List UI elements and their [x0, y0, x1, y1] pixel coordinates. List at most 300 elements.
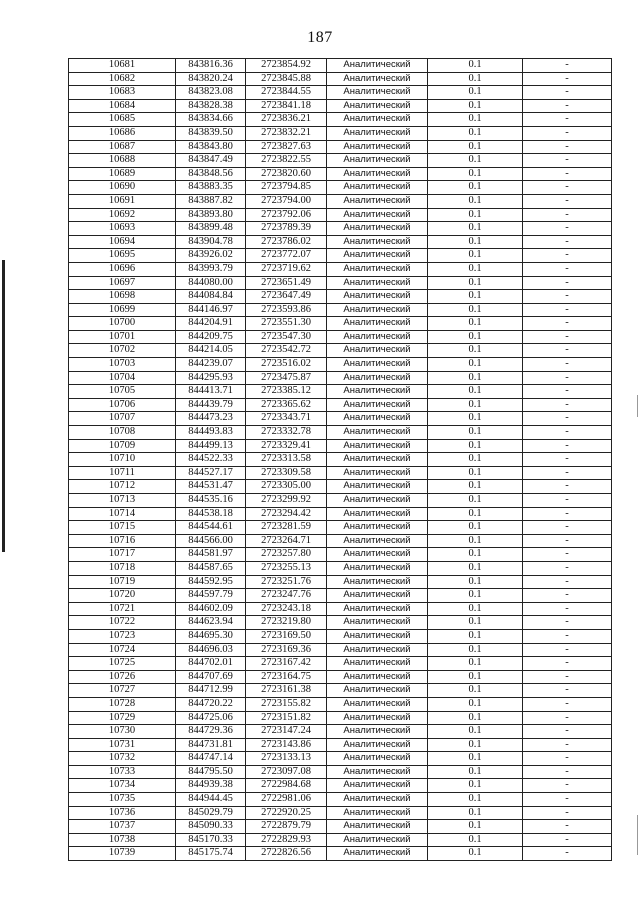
table-row [69, 181, 612, 195]
y-coordinate-cell: 2723836.21 [246, 113, 327, 127]
description-cell: - [523, 507, 612, 521]
description-cell: - [523, 249, 612, 263]
method-cell: Аналитический [327, 833, 428, 847]
method-cell: Аналитический [327, 113, 428, 127]
description-cell: - [523, 262, 612, 276]
x-coordinate-cell: 844795.50 [176, 765, 246, 779]
table-row [69, 738, 612, 752]
description-cell: - [523, 697, 612, 711]
description-cell: - [523, 738, 612, 752]
description-cell: - [523, 344, 612, 358]
accuracy-cell: 0.1 [428, 453, 523, 467]
table-row [69, 330, 612, 344]
x-coordinate-cell: 844538.18 [176, 507, 246, 521]
accuracy-cell: 0.1 [428, 181, 523, 195]
y-coordinate-cell: 2723219.80 [246, 616, 327, 630]
x-coordinate-cell: 843904.78 [176, 235, 246, 249]
y-coordinate-cell: 2723365.62 [246, 398, 327, 412]
description-cell: - [523, 154, 612, 168]
x-coordinate-cell: 844499.13 [176, 439, 246, 453]
point-number-cell: 10737 [69, 820, 176, 834]
description-cell: - [523, 276, 612, 290]
description-cell: - [523, 806, 612, 820]
x-coordinate-cell: 844239.07 [176, 358, 246, 372]
y-coordinate-cell: 2723343.71 [246, 412, 327, 426]
description-cell: - [523, 398, 612, 412]
x-coordinate-cell: 844939.38 [176, 779, 246, 793]
point-number-cell: 10705 [69, 385, 176, 399]
description-cell: - [523, 194, 612, 208]
point-number-cell: 10703 [69, 358, 176, 372]
description-cell: - [523, 167, 612, 181]
y-coordinate-cell: 2723844.55 [246, 86, 327, 100]
method-cell: Аналитический [327, 507, 428, 521]
table-row [69, 453, 612, 467]
point-number-cell: 10731 [69, 738, 176, 752]
method-cell: Аналитический [327, 290, 428, 304]
description-cell: - [523, 99, 612, 113]
accuracy-cell: 0.1 [428, 616, 523, 630]
y-coordinate-cell: 2723794.00 [246, 194, 327, 208]
point-number-cell: 10716 [69, 534, 176, 548]
accuracy-cell: 0.1 [428, 317, 523, 331]
point-number-cell: 10733 [69, 765, 176, 779]
x-coordinate-cell: 844527.17 [176, 466, 246, 480]
table-row [69, 167, 612, 181]
accuracy-cell: 0.1 [428, 126, 523, 140]
description-cell: - [523, 412, 612, 426]
method-cell: Аналитический [327, 59, 428, 73]
point-number-cell: 10726 [69, 670, 176, 684]
point-number-cell: 10702 [69, 344, 176, 358]
description-cell: - [523, 208, 612, 222]
y-coordinate-cell: 2723551.30 [246, 317, 327, 331]
method-cell: Аналитический [327, 806, 428, 820]
point-number-cell: 10706 [69, 398, 176, 412]
point-number-cell: 10692 [69, 208, 176, 222]
description-cell: - [523, 140, 612, 154]
method-cell: Аналитический [327, 725, 428, 739]
accuracy-cell: 0.1 [428, 738, 523, 752]
method-cell: Аналитический [327, 466, 428, 480]
table-row [69, 235, 612, 249]
accuracy-cell: 0.1 [428, 575, 523, 589]
accuracy-cell: 0.1 [428, 235, 523, 249]
accuracy-cell: 0.1 [428, 643, 523, 657]
method-cell: Аналитический [327, 494, 428, 508]
accuracy-cell: 0.1 [428, 412, 523, 426]
table-row [69, 507, 612, 521]
accuracy-cell: 0.1 [428, 167, 523, 181]
x-coordinate-cell: 844214.05 [176, 344, 246, 358]
x-coordinate-cell: 844295.93 [176, 371, 246, 385]
description-cell: - [523, 453, 612, 467]
table-row [69, 575, 612, 589]
y-coordinate-cell: 2723820.60 [246, 167, 327, 181]
x-coordinate-cell: 844522.33 [176, 453, 246, 467]
table-row [69, 697, 612, 711]
y-coordinate-cell: 2723257.80 [246, 548, 327, 562]
description-cell: - [523, 561, 612, 575]
point-number-cell: 10700 [69, 317, 176, 331]
x-coordinate-cell: 843847.49 [176, 154, 246, 168]
table-row [69, 398, 612, 412]
accuracy-cell: 0.1 [428, 439, 523, 453]
y-coordinate-cell: 2723143.86 [246, 738, 327, 752]
description-cell: - [523, 616, 612, 630]
point-number-cell: 10738 [69, 833, 176, 847]
x-coordinate-cell: 845029.79 [176, 806, 246, 820]
table-row [69, 494, 612, 508]
y-coordinate-cell: 2722829.93 [246, 833, 327, 847]
table-row [69, 303, 612, 317]
method-cell: Аналитический [327, 276, 428, 290]
accuracy-cell: 0.1 [428, 494, 523, 508]
method-cell: Аналитический [327, 426, 428, 440]
description-cell: - [523, 290, 612, 304]
point-number-cell: 10717 [69, 548, 176, 562]
accuracy-cell: 0.1 [428, 847, 523, 861]
x-coordinate-cell: 844544.61 [176, 521, 246, 535]
x-coordinate-cell: 844597.79 [176, 589, 246, 603]
point-number-cell: 10687 [69, 140, 176, 154]
table-row [69, 86, 612, 100]
method-cell: Аналитический [327, 561, 428, 575]
accuracy-cell: 0.1 [428, 752, 523, 766]
point-number-cell: 10734 [69, 779, 176, 793]
description-cell: - [523, 725, 612, 739]
x-coordinate-cell: 843993.79 [176, 262, 246, 276]
y-coordinate-cell: 2723147.24 [246, 725, 327, 739]
point-number-cell: 10718 [69, 561, 176, 575]
y-coordinate-cell: 2723792.06 [246, 208, 327, 222]
point-number-cell: 10728 [69, 697, 176, 711]
x-coordinate-cell: 844439.79 [176, 398, 246, 412]
method-cell: Аналитический [327, 779, 428, 793]
accuracy-cell: 0.1 [428, 657, 523, 671]
x-coordinate-cell: 843816.36 [176, 59, 246, 73]
accuracy-cell: 0.1 [428, 330, 523, 344]
table-row [69, 711, 612, 725]
method-cell: Аналитический [327, 548, 428, 562]
accuracy-cell: 0.1 [428, 765, 523, 779]
y-coordinate-cell: 2722879.79 [246, 820, 327, 834]
x-coordinate-cell: 845175.74 [176, 847, 246, 861]
point-number-cell: 10696 [69, 262, 176, 276]
y-coordinate-cell: 2722984.68 [246, 779, 327, 793]
y-coordinate-cell: 2723516.02 [246, 358, 327, 372]
accuracy-cell: 0.1 [428, 521, 523, 535]
accuracy-cell: 0.1 [428, 276, 523, 290]
description-cell: - [523, 480, 612, 494]
method-cell: Аналитический [327, 330, 428, 344]
x-coordinate-cell: 844707.69 [176, 670, 246, 684]
point-number-cell: 10690 [69, 181, 176, 195]
point-number-cell: 10709 [69, 439, 176, 453]
table-row [69, 616, 612, 630]
table-row [69, 222, 612, 236]
y-coordinate-cell: 2723299.92 [246, 494, 327, 508]
description-cell: - [523, 833, 612, 847]
point-number-cell: 10685 [69, 113, 176, 127]
x-coordinate-cell: 844473.23 [176, 412, 246, 426]
description-cell: - [523, 779, 612, 793]
y-coordinate-cell: 2723332.78 [246, 426, 327, 440]
table-row [69, 154, 612, 168]
method-cell: Аналитический [327, 208, 428, 222]
y-coordinate-cell: 2723169.50 [246, 629, 327, 643]
point-number-cell: 10729 [69, 711, 176, 725]
description-cell: - [523, 371, 612, 385]
y-coordinate-cell: 2723294.42 [246, 507, 327, 521]
y-coordinate-cell: 2723651.49 [246, 276, 327, 290]
table-row [69, 793, 612, 807]
table-row [69, 725, 612, 739]
method-cell: Аналитический [327, 643, 428, 657]
point-number-cell: 10697 [69, 276, 176, 290]
accuracy-cell: 0.1 [428, 697, 523, 711]
y-coordinate-cell: 2723313.58 [246, 453, 327, 467]
point-number-cell: 10699 [69, 303, 176, 317]
method-cell: Аналитический [327, 697, 428, 711]
x-coordinate-cell: 843828.38 [176, 99, 246, 113]
point-number-cell: 10695 [69, 249, 176, 263]
table-row [69, 657, 612, 671]
method-cell: Аналитический [327, 140, 428, 154]
accuracy-cell: 0.1 [428, 398, 523, 412]
x-coordinate-cell: 844602.09 [176, 602, 246, 616]
table-row [69, 629, 612, 643]
y-coordinate-cell: 2723475.87 [246, 371, 327, 385]
table-row [69, 208, 612, 222]
accuracy-cell: 0.1 [428, 194, 523, 208]
table-row [69, 670, 612, 684]
table-row [69, 765, 612, 779]
table-row [69, 820, 612, 834]
accuracy-cell: 0.1 [428, 684, 523, 698]
point-number-cell: 10710 [69, 453, 176, 467]
x-coordinate-cell: 844493.83 [176, 426, 246, 440]
point-number-cell: 10721 [69, 602, 176, 616]
method-cell: Аналитический [327, 738, 428, 752]
description-cell: - [523, 222, 612, 236]
description-cell: - [523, 765, 612, 779]
x-coordinate-cell: 844725.06 [176, 711, 246, 725]
method-cell: Аналитический [327, 575, 428, 589]
description-cell: - [523, 86, 612, 100]
description-cell: - [523, 59, 612, 73]
y-coordinate-cell: 2723151.82 [246, 711, 327, 725]
accuracy-cell: 0.1 [428, 480, 523, 494]
table-row [69, 847, 612, 861]
y-coordinate-cell: 2723243.18 [246, 602, 327, 616]
point-number-cell: 10681 [69, 59, 176, 73]
method-cell: Аналитический [327, 249, 428, 263]
point-number-cell: 10698 [69, 290, 176, 304]
y-coordinate-cell: 2723097.08 [246, 765, 327, 779]
coordinates-table-body [69, 59, 612, 861]
table-row [69, 385, 612, 399]
table-row [69, 59, 612, 73]
x-coordinate-cell: 843926.02 [176, 249, 246, 263]
accuracy-cell: 0.1 [428, 548, 523, 562]
y-coordinate-cell: 2722981.06 [246, 793, 327, 807]
table-row [69, 833, 612, 847]
table-row [69, 140, 612, 154]
method-cell: Аналитический [327, 398, 428, 412]
description-cell: - [523, 657, 612, 671]
table-row [69, 548, 612, 562]
point-number-cell: 10708 [69, 426, 176, 440]
method-cell: Аналитический [327, 72, 428, 86]
point-number-cell: 10720 [69, 589, 176, 603]
x-coordinate-cell: 844566.00 [176, 534, 246, 548]
x-coordinate-cell: 843848.56 [176, 167, 246, 181]
accuracy-cell: 0.1 [428, 725, 523, 739]
method-cell: Аналитический [327, 358, 428, 372]
table-row [69, 439, 612, 453]
binding-edge-mark [2, 260, 5, 552]
description-cell: - [523, 494, 612, 508]
y-coordinate-cell: 2723329.41 [246, 439, 327, 453]
description-cell: - [523, 385, 612, 399]
method-cell: Аналитический [327, 439, 428, 453]
table-row [69, 358, 612, 372]
method-cell: Аналитический [327, 793, 428, 807]
point-number-cell: 10724 [69, 643, 176, 657]
description-cell: - [523, 847, 612, 861]
point-number-cell: 10707 [69, 412, 176, 426]
y-coordinate-cell: 2723309.58 [246, 466, 327, 480]
x-coordinate-cell: 843820.24 [176, 72, 246, 86]
accuracy-cell: 0.1 [428, 303, 523, 317]
point-number-cell: 10722 [69, 616, 176, 630]
method-cell: Аналитический [327, 222, 428, 236]
table-row [69, 643, 612, 657]
description-cell: - [523, 602, 612, 616]
description-cell: - [523, 643, 612, 657]
y-coordinate-cell: 2723281.59 [246, 521, 327, 535]
y-coordinate-cell: 2723247.76 [246, 589, 327, 603]
x-coordinate-cell: 844080.00 [176, 276, 246, 290]
accuracy-cell: 0.1 [428, 589, 523, 603]
description-cell: - [523, 670, 612, 684]
description-cell: - [523, 358, 612, 372]
x-coordinate-cell: 844592.95 [176, 575, 246, 589]
method-cell: Аналитический [327, 670, 428, 684]
point-number-cell: 10686 [69, 126, 176, 140]
accuracy-cell: 0.1 [428, 670, 523, 684]
y-coordinate-cell: 2723772.07 [246, 249, 327, 263]
accuracy-cell: 0.1 [428, 385, 523, 399]
table-row [69, 779, 612, 793]
method-cell: Аналитический [327, 629, 428, 643]
table-row [69, 412, 612, 426]
description-cell: - [523, 181, 612, 195]
description-cell: - [523, 711, 612, 725]
accuracy-cell: 0.1 [428, 561, 523, 575]
method-cell: Аналитический [327, 154, 428, 168]
method-cell: Аналитический [327, 684, 428, 698]
description-cell: - [523, 521, 612, 535]
table-row [69, 589, 612, 603]
description-cell: - [523, 126, 612, 140]
accuracy-cell: 0.1 [428, 534, 523, 548]
y-coordinate-cell: 2723794.85 [246, 181, 327, 195]
method-cell: Аналитический [327, 711, 428, 725]
accuracy-cell: 0.1 [428, 249, 523, 263]
table-row [69, 276, 612, 290]
accuracy-cell: 0.1 [428, 806, 523, 820]
method-cell: Аналитический [327, 616, 428, 630]
method-cell: Аналитический [327, 303, 428, 317]
table-row [69, 602, 612, 616]
accuracy-cell: 0.1 [428, 426, 523, 440]
accuracy-cell: 0.1 [428, 820, 523, 834]
x-coordinate-cell: 844720.22 [176, 697, 246, 711]
table-row [69, 806, 612, 820]
point-number-cell: 10714 [69, 507, 176, 521]
method-cell: Аналитический [327, 86, 428, 100]
y-coordinate-cell: 2723854.92 [246, 59, 327, 73]
method-cell: Аналитический [327, 262, 428, 276]
page-number: 187 [307, 29, 333, 46]
x-coordinate-cell: 843893.80 [176, 208, 246, 222]
x-coordinate-cell: 845090.33 [176, 820, 246, 834]
y-coordinate-cell: 2723264.71 [246, 534, 327, 548]
accuracy-cell: 0.1 [428, 833, 523, 847]
point-number-cell: 10688 [69, 154, 176, 168]
accuracy-cell: 0.1 [428, 222, 523, 236]
y-coordinate-cell: 2723161.38 [246, 684, 327, 698]
y-coordinate-cell: 2723164.75 [246, 670, 327, 684]
accuracy-cell: 0.1 [428, 344, 523, 358]
point-number-cell: 10735 [69, 793, 176, 807]
x-coordinate-cell: 844587.65 [176, 561, 246, 575]
method-cell: Аналитический [327, 371, 428, 385]
method-cell: Аналитический [327, 453, 428, 467]
y-coordinate-cell: 2723593.86 [246, 303, 327, 317]
table-row [69, 480, 612, 494]
y-coordinate-cell: 2723385.12 [246, 385, 327, 399]
description-cell: - [523, 303, 612, 317]
scan-edge-mark [637, 395, 638, 417]
description-cell: - [523, 534, 612, 548]
point-number-cell: 10723 [69, 629, 176, 643]
table-row [69, 317, 612, 331]
method-cell: Аналитический [327, 235, 428, 249]
x-coordinate-cell: 843883.35 [176, 181, 246, 195]
method-cell: Аналитический [327, 847, 428, 861]
method-cell: Аналитический [327, 126, 428, 140]
y-coordinate-cell: 2723786.02 [246, 235, 327, 249]
y-coordinate-cell: 2723305.00 [246, 480, 327, 494]
method-cell: Аналитический [327, 181, 428, 195]
point-number-cell: 10701 [69, 330, 176, 344]
description-cell: - [523, 820, 612, 834]
y-coordinate-cell: 2723133.13 [246, 752, 327, 766]
point-number-cell: 10694 [69, 235, 176, 249]
method-cell: Аналитический [327, 480, 428, 494]
accuracy-cell: 0.1 [428, 358, 523, 372]
table-row [69, 290, 612, 304]
table-row [69, 521, 612, 535]
point-number-cell: 10739 [69, 847, 176, 861]
y-coordinate-cell: 2723542.72 [246, 344, 327, 358]
method-cell: Аналитический [327, 820, 428, 834]
method-cell: Аналитический [327, 412, 428, 426]
method-cell: Аналитический [327, 534, 428, 548]
